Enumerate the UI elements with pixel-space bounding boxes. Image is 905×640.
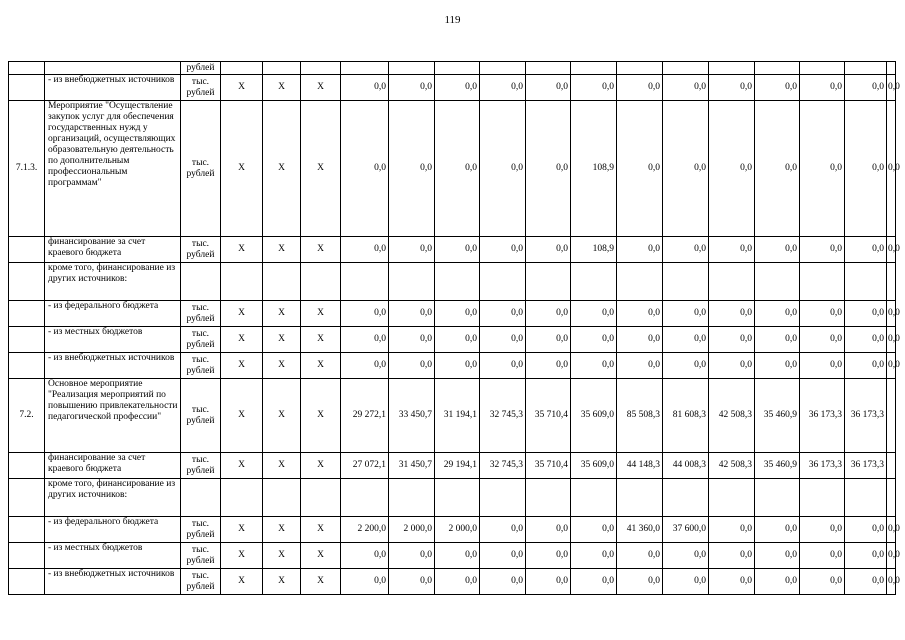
value-cell: 0,0 xyxy=(755,327,800,353)
row-unit-cell: тыс. рублей xyxy=(181,543,221,569)
value-cell xyxy=(663,62,709,75)
value-cell: 0,0 xyxy=(755,353,800,379)
value-cell: 0,0 xyxy=(389,301,435,327)
value-cell: 0,0 xyxy=(341,237,389,263)
row-code-cell xyxy=(9,62,45,75)
value-cell: 2 200,0 xyxy=(341,517,389,543)
value-cell: 32 745,3 xyxy=(480,379,526,453)
value-cell: 0,0 xyxy=(435,301,480,327)
row-name-cell: Основное мероприятие "Реализация мероприятий по повышению привлекательности педагогической профессии" xyxy=(45,379,181,453)
row-name-cell: - из местных бюджетов xyxy=(45,543,181,569)
value-cell xyxy=(887,379,896,453)
x-mark-cell: X xyxy=(221,327,263,353)
value-cell: 0,0 xyxy=(526,517,571,543)
row-name-cell: кроме того, финансирование из других источников: xyxy=(45,263,181,301)
value-cell: 0,0 xyxy=(709,353,755,379)
value-cell: 0,0 xyxy=(389,75,435,101)
value-cell: 33 450,7 xyxy=(389,379,435,453)
value-cell: 0,0 xyxy=(389,237,435,263)
value-cell: 0,0 xyxy=(617,237,663,263)
table-row xyxy=(9,237,896,263)
value-cell: 0,0 xyxy=(709,237,755,263)
row-name-cell: финансирование за счет краевого бюджета xyxy=(45,237,181,263)
value-cell: 0,0 xyxy=(571,353,617,379)
budget-table xyxy=(8,61,900,595)
row-unit-cell: тыс. рублей xyxy=(181,453,221,479)
value-cell: 0,0 xyxy=(480,543,526,569)
table-row xyxy=(9,327,896,353)
value-cell xyxy=(435,62,480,75)
x-mark-cell: X xyxy=(263,379,301,453)
value-cell: 0,0 xyxy=(755,543,800,569)
x-mark-cell: X xyxy=(263,327,301,353)
value-cell: 0,0 xyxy=(435,237,480,263)
x-mark-cell: X xyxy=(263,101,301,237)
value-cell xyxy=(617,62,663,75)
value-cell: 0,0 xyxy=(845,569,887,595)
table-row xyxy=(9,353,896,379)
value-cell: 0,0 xyxy=(571,517,617,543)
value-cell: 0,0 xyxy=(435,327,480,353)
x-mark-cell xyxy=(263,479,301,517)
value-cell: 42 508,3 xyxy=(709,453,755,479)
value-cell xyxy=(480,479,526,517)
value-cell: 31 450,7 xyxy=(389,453,435,479)
value-cell: 0,0 xyxy=(887,353,896,379)
value-cell: 0,0 xyxy=(845,353,887,379)
value-cell: 0,0 xyxy=(435,543,480,569)
value-cell: 0,0 xyxy=(663,301,709,327)
row-code-cell xyxy=(9,543,45,569)
value-cell: 29 272,1 xyxy=(341,379,389,453)
value-cell: 0,0 xyxy=(709,543,755,569)
value-cell: 0,0 xyxy=(800,75,845,101)
value-cell xyxy=(435,479,480,517)
table-row xyxy=(9,101,896,237)
value-cell xyxy=(341,263,389,301)
table-row xyxy=(9,379,896,453)
value-cell: 0,0 xyxy=(887,517,896,543)
value-cell: 0,0 xyxy=(887,237,896,263)
x-mark-cell xyxy=(301,479,341,517)
value-cell: 35 460,9 xyxy=(755,379,800,453)
x-mark-cell: X xyxy=(301,517,341,543)
table-row xyxy=(9,543,896,569)
row-code-cell xyxy=(9,353,45,379)
value-cell: 0,0 xyxy=(480,75,526,101)
value-cell: 0,0 xyxy=(845,301,887,327)
row-name-cell: финансирование за счет краевого бюджета xyxy=(45,453,181,479)
value-cell: 0,0 xyxy=(526,569,571,595)
value-cell xyxy=(800,62,845,75)
row-code-cell xyxy=(9,517,45,543)
value-cell: 0,0 xyxy=(526,327,571,353)
x-mark-cell: X xyxy=(301,75,341,101)
value-cell: 35 609,0 xyxy=(571,453,617,479)
row-code-cell: 7.1.3. xyxy=(9,101,45,237)
value-cell: 0,0 xyxy=(341,101,389,237)
value-cell: 2 000,0 xyxy=(389,517,435,543)
value-cell: 0,0 xyxy=(389,569,435,595)
value-cell: 0,0 xyxy=(800,353,845,379)
value-cell: 0,0 xyxy=(755,101,800,237)
value-cell: 0,0 xyxy=(617,569,663,595)
value-cell xyxy=(845,263,887,301)
row-code-cell xyxy=(9,479,45,517)
row-code-cell xyxy=(9,327,45,353)
value-cell: 0,0 xyxy=(845,327,887,353)
x-mark-cell: X xyxy=(301,353,341,379)
table-row xyxy=(9,479,896,517)
value-cell: 0,0 xyxy=(755,237,800,263)
x-mark-cell xyxy=(221,62,263,75)
value-cell: 0,0 xyxy=(435,75,480,101)
value-cell xyxy=(800,263,845,301)
value-cell: 0,0 xyxy=(341,75,389,101)
table-row xyxy=(9,62,896,75)
value-cell: 0,0 xyxy=(755,517,800,543)
row-unit-cell: тыс. рублей xyxy=(181,301,221,327)
row-code-cell xyxy=(9,453,45,479)
x-mark-cell: X xyxy=(263,517,301,543)
value-cell: 31 194,1 xyxy=(435,379,480,453)
value-cell xyxy=(887,62,896,75)
table-row xyxy=(9,517,896,543)
value-cell: 0,0 xyxy=(617,543,663,569)
table-row xyxy=(9,569,896,595)
x-mark-cell: X xyxy=(221,453,263,479)
row-name-cell: - из местных бюджетов xyxy=(45,327,181,353)
value-cell: 44 148,3 xyxy=(617,453,663,479)
value-cell: 36 173,3 xyxy=(800,453,845,479)
value-cell xyxy=(663,263,709,301)
value-cell xyxy=(845,62,887,75)
x-mark-cell: X xyxy=(221,517,263,543)
value-cell xyxy=(887,479,896,517)
value-cell: 0,0 xyxy=(800,517,845,543)
value-cell: 0,0 xyxy=(617,101,663,237)
row-name-cell: кроме того, финансирование из других источников: xyxy=(45,479,181,517)
value-cell xyxy=(617,479,663,517)
x-mark-cell xyxy=(301,62,341,75)
value-cell xyxy=(709,263,755,301)
value-cell: 0,0 xyxy=(389,543,435,569)
x-mark-cell: X xyxy=(301,237,341,263)
value-cell: 35 710,4 xyxy=(526,379,571,453)
value-cell: 0,0 xyxy=(617,327,663,353)
value-cell: 0,0 xyxy=(526,101,571,237)
value-cell: 0,0 xyxy=(709,301,755,327)
x-mark-cell: X xyxy=(221,301,263,327)
value-cell: 44 008,3 xyxy=(663,453,709,479)
value-cell: 37 600,0 xyxy=(663,517,709,543)
row-unit-cell xyxy=(181,263,221,301)
row-unit-cell: тыс. рублей xyxy=(181,569,221,595)
value-cell: 0,0 xyxy=(480,517,526,543)
x-mark-cell: X xyxy=(221,543,263,569)
value-cell xyxy=(800,479,845,517)
x-mark-cell xyxy=(221,479,263,517)
x-mark-cell: X xyxy=(301,379,341,453)
value-cell: 0,0 xyxy=(526,301,571,327)
row-code-cell xyxy=(9,569,45,595)
x-mark-cell: X xyxy=(221,101,263,237)
value-cell: 0,0 xyxy=(709,101,755,237)
value-cell: 0,0 xyxy=(887,101,896,237)
value-cell: 0,0 xyxy=(571,543,617,569)
value-cell: 0,0 xyxy=(663,75,709,101)
value-cell: 42 508,3 xyxy=(709,379,755,453)
row-name-cell: - из внебюджетных источников xyxy=(45,569,181,595)
value-cell xyxy=(526,479,571,517)
value-cell: 0,0 xyxy=(709,75,755,101)
value-cell: 36 173,3 xyxy=(845,379,887,453)
value-cell: 0,0 xyxy=(389,327,435,353)
value-cell xyxy=(526,263,571,301)
row-name-cell: - из внебюджетных источников xyxy=(45,75,181,101)
value-cell xyxy=(845,479,887,517)
value-cell xyxy=(341,62,389,75)
value-cell: 29 194,1 xyxy=(435,453,480,479)
x-mark-cell xyxy=(301,263,341,301)
value-cell xyxy=(709,62,755,75)
value-cell: 0,0 xyxy=(845,237,887,263)
x-mark-cell: X xyxy=(301,569,341,595)
value-cell xyxy=(389,263,435,301)
x-mark-cell: X xyxy=(263,569,301,595)
table-row xyxy=(9,263,896,301)
value-cell: 0,0 xyxy=(800,237,845,263)
x-mark-cell xyxy=(221,263,263,301)
value-cell: 0,0 xyxy=(800,301,845,327)
x-mark-cell xyxy=(263,62,301,75)
value-cell: 36 173,3 xyxy=(800,379,845,453)
row-unit-cell: тыс. рублей xyxy=(181,101,221,237)
row-name-cell: - из федерального бюджета xyxy=(45,517,181,543)
value-cell: 0,0 xyxy=(526,75,571,101)
value-cell: 0,0 xyxy=(571,301,617,327)
value-cell xyxy=(571,263,617,301)
x-mark-cell: X xyxy=(263,353,301,379)
value-cell: 0,0 xyxy=(800,101,845,237)
value-cell: 0,0 xyxy=(480,569,526,595)
value-cell: 0,0 xyxy=(435,353,480,379)
value-cell xyxy=(435,263,480,301)
row-unit-cell: тыс. рублей xyxy=(181,75,221,101)
value-cell: 0,0 xyxy=(617,75,663,101)
x-mark-cell: X xyxy=(221,353,263,379)
value-cell: 27 072,1 xyxy=(341,453,389,479)
row-unit-cell: тыс. рублей xyxy=(181,353,221,379)
value-cell xyxy=(389,62,435,75)
table-row xyxy=(9,301,896,327)
value-cell: 0,0 xyxy=(663,101,709,237)
x-mark-cell: X xyxy=(301,543,341,569)
x-mark-cell: X xyxy=(221,379,263,453)
value-cell: 0,0 xyxy=(571,569,617,595)
value-cell: 108,9 xyxy=(571,101,617,237)
value-cell: 0,0 xyxy=(617,301,663,327)
x-mark-cell: X xyxy=(221,569,263,595)
value-cell: 0,0 xyxy=(663,543,709,569)
row-unit-cell: тыс. рублей xyxy=(181,327,221,353)
value-cell: 0,0 xyxy=(435,101,480,237)
value-cell: 0,0 xyxy=(845,517,887,543)
value-cell: 0,0 xyxy=(526,237,571,263)
value-cell: 0,0 xyxy=(341,353,389,379)
value-cell: 0,0 xyxy=(709,569,755,595)
value-cell: 0,0 xyxy=(435,569,480,595)
value-cell: 0,0 xyxy=(663,327,709,353)
value-cell xyxy=(755,479,800,517)
value-cell xyxy=(887,263,896,301)
x-mark-cell: X xyxy=(301,453,341,479)
row-code-cell: 7.2. xyxy=(9,379,45,453)
value-cell: 0,0 xyxy=(663,237,709,263)
value-cell: 0,0 xyxy=(526,353,571,379)
value-cell: 36 173,3 xyxy=(845,453,887,479)
value-cell: 0,0 xyxy=(480,353,526,379)
value-cell: 0,0 xyxy=(663,569,709,595)
x-mark-cell: X xyxy=(301,327,341,353)
value-cell: 0,0 xyxy=(800,543,845,569)
row-code-cell xyxy=(9,301,45,327)
page-number: 119 xyxy=(444,14,461,26)
value-cell: 0,0 xyxy=(571,327,617,353)
value-cell: 2 000,0 xyxy=(435,517,480,543)
value-cell xyxy=(526,62,571,75)
value-cell: 0,0 xyxy=(755,75,800,101)
x-mark-cell: X xyxy=(263,237,301,263)
value-cell: 32 745,3 xyxy=(480,453,526,479)
x-mark-cell: X xyxy=(263,453,301,479)
value-cell: 35 460,9 xyxy=(755,453,800,479)
row-name-cell xyxy=(45,62,181,75)
value-cell xyxy=(663,479,709,517)
row-code-cell xyxy=(9,237,45,263)
table-row xyxy=(9,75,896,101)
value-cell: 0,0 xyxy=(845,543,887,569)
value-cell xyxy=(887,453,896,479)
value-cell: 0,0 xyxy=(800,569,845,595)
value-cell: 0,0 xyxy=(389,353,435,379)
value-cell: 0,0 xyxy=(709,517,755,543)
value-cell xyxy=(341,479,389,517)
table-body xyxy=(9,62,900,595)
value-cell: 0,0 xyxy=(571,75,617,101)
value-cell: 0,0 xyxy=(755,569,800,595)
value-cell: 81 608,3 xyxy=(663,379,709,453)
value-cell: 35 710,4 xyxy=(526,453,571,479)
row-code-cell xyxy=(9,75,45,101)
value-cell xyxy=(755,263,800,301)
value-cell: 0,0 xyxy=(341,301,389,327)
row-name-cell: - из внебюджетных источников xyxy=(45,353,181,379)
value-cell: 35 609,0 xyxy=(571,379,617,453)
value-cell: 0,0 xyxy=(887,327,896,353)
row-name-cell: Мероприятие "Осуществление закупок услуг для обеспечения государственных нужд у организаций, осуществляющих образовательную деятельность по дополнительным профессиональным программам" xyxy=(45,101,181,237)
row-unit-cell: тыс. рублей xyxy=(181,517,221,543)
value-cell: 0,0 xyxy=(389,101,435,237)
value-cell xyxy=(755,62,800,75)
x-mark-cell: X xyxy=(263,75,301,101)
x-mark-cell: X xyxy=(301,301,341,327)
value-cell: 0,0 xyxy=(887,569,896,595)
value-cell: 0,0 xyxy=(800,327,845,353)
x-mark-cell: X xyxy=(221,75,263,101)
value-cell: 0,0 xyxy=(480,327,526,353)
table-row xyxy=(9,453,896,479)
row-unit-cell: тыс. рублей xyxy=(181,379,221,453)
x-mark-cell: X xyxy=(301,101,341,237)
value-cell: 85 508,3 xyxy=(617,379,663,453)
value-cell: 41 360,0 xyxy=(617,517,663,543)
value-cell: 0,0 xyxy=(845,101,887,237)
value-cell: 0,0 xyxy=(480,101,526,237)
value-cell xyxy=(571,62,617,75)
row-unit-cell: рублей xyxy=(181,62,221,75)
value-cell: 0,0 xyxy=(526,543,571,569)
value-cell xyxy=(617,263,663,301)
value-cell: 0,0 xyxy=(341,327,389,353)
x-mark-cell: X xyxy=(263,301,301,327)
x-mark-cell: X xyxy=(221,237,263,263)
row-code-cell xyxy=(9,263,45,301)
row-name-cell: - из федерального бюджета xyxy=(45,301,181,327)
value-cell: 0,0 xyxy=(887,301,896,327)
value-cell xyxy=(571,479,617,517)
value-cell: 0,0 xyxy=(845,75,887,101)
value-cell: 0,0 xyxy=(663,353,709,379)
value-cell: 0,0 xyxy=(887,75,896,101)
value-cell: 0,0 xyxy=(480,237,526,263)
value-cell: 108,9 xyxy=(571,237,617,263)
value-cell xyxy=(709,479,755,517)
row-unit-cell: тыс. рублей xyxy=(181,237,221,263)
value-cell: 0,0 xyxy=(341,569,389,595)
value-cell: 0,0 xyxy=(480,301,526,327)
value-cell xyxy=(389,479,435,517)
value-cell: 0,0 xyxy=(617,353,663,379)
x-mark-cell: X xyxy=(263,543,301,569)
value-cell xyxy=(480,62,526,75)
value-cell: 0,0 xyxy=(709,327,755,353)
value-cell: 0,0 xyxy=(341,543,389,569)
value-cell: 0,0 xyxy=(887,543,896,569)
x-mark-cell xyxy=(263,263,301,301)
value-cell xyxy=(480,263,526,301)
value-cell: 0,0 xyxy=(755,301,800,327)
row-unit-cell xyxy=(181,479,221,517)
